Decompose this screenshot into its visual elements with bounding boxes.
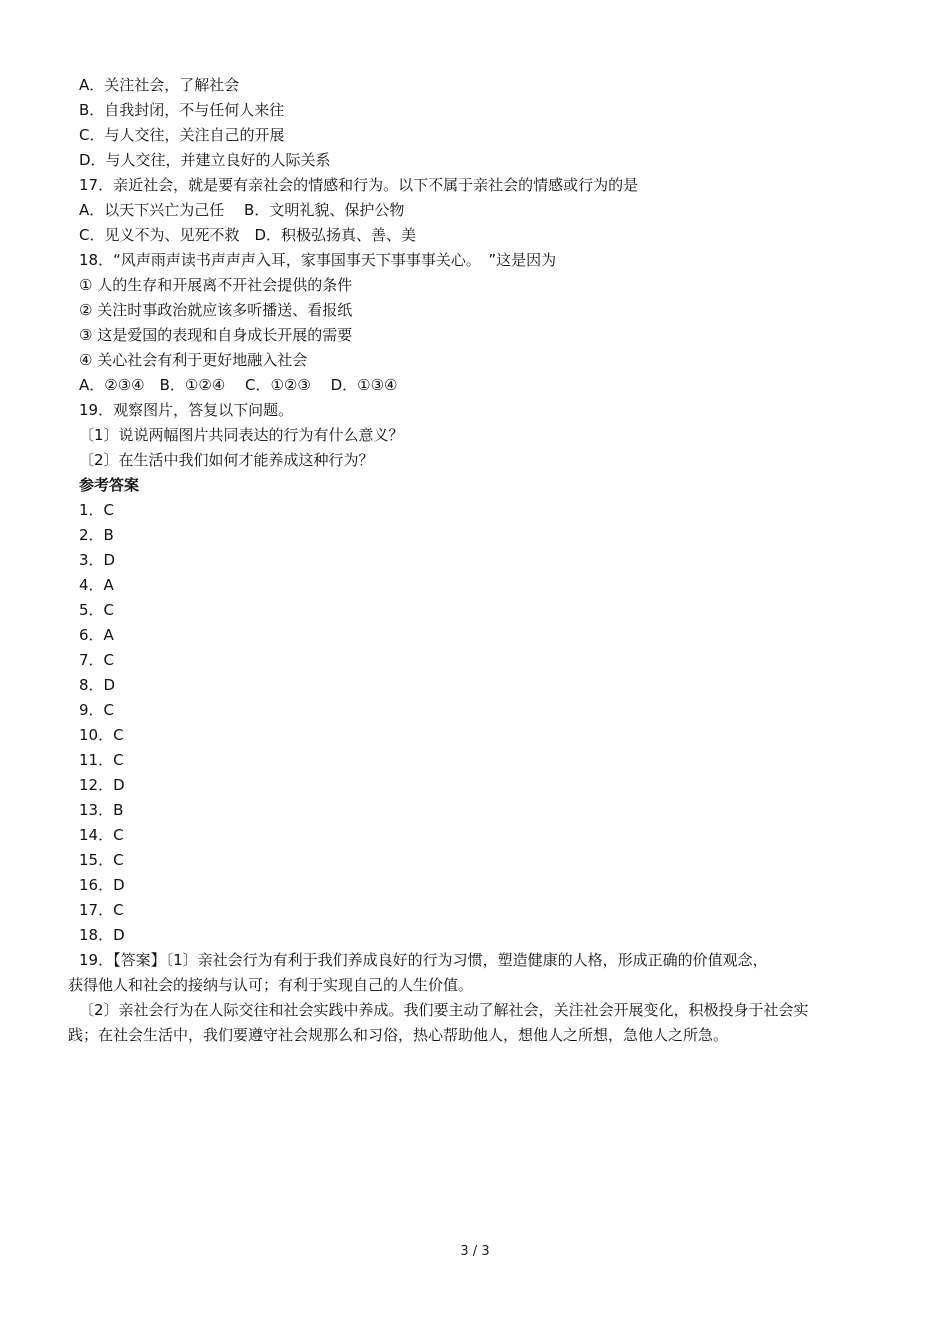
q19-answer-part1-line1: 19．【答案】〔1〕亲社会行为有利于我们养成良好的行为习惯，塑造健康的人格，形成正确的价值观念， [79,951,768,969]
answer-item: 12．D [79,776,125,794]
answer-item: 10．C [79,726,124,744]
answer-item: 16．D [79,876,125,894]
answer-item: 4．A [79,576,114,594]
answer-item: 15．C [79,851,124,869]
q19-answer-part2-line1: 〔2〕亲社会行为在人际交往和社会实践中养成。我们要主动了解社会，关注社会开展变化，积极投身于社会实 [79,1001,809,1019]
q16-option-d: D．与人交往，并建立良好的人际关系 [79,151,331,169]
q17-options-cd: C．见义不为、见死不救 D．积极弘扬真、善、美 [79,226,417,244]
q18-statement-1: ① 人的生存和开展离不开社会提供的条件 [79,276,353,294]
q19-stem: 19．观察图片，答复以下问题。 [79,401,294,419]
q16-option-b: B．自我封闭，不与任何人来往 [79,101,285,119]
answer-item: 3．D [79,551,116,569]
answer-item: 6．A [79,626,114,644]
answer-item: 2．B [79,526,114,544]
q19-part-2: 〔2〕在生活中我们如何才能养成这种行为？ [79,451,374,469]
answer-item: 14．C [79,826,124,844]
answer-item: 5．C [79,601,115,619]
answer-item: 8．D [79,676,116,694]
answer-item: 18．D [79,926,125,944]
answer-item: 1．C [79,501,115,519]
q17-options-ab: A．以天下兴亡为己任 B．文明礼貌、保护公物 [79,201,405,219]
q18-options: A．②③④ B．①②④ C．①②③ D．①③④ [79,376,398,394]
document-body [79,73,889,948]
answer-item: 11．C [79,751,124,769]
q18-statement-4: ④ 关心社会有利于更好地融入社会 [79,351,308,369]
q18-statement-2: ② 关注时事政治就应该多听播送、看报纸 [79,301,353,319]
q18-stem: 18．“风声雨声读书声声声入耳，家事国事天下事事事关心。 ”这是因为 [79,251,557,269]
answer-item: 17．C [79,901,124,919]
page-number: 3 / 3 [460,1244,490,1259]
q19-answer-part1-line2: 获得他人和社会的接纳与认可；有利于实现自己的人生价值。 [68,976,474,994]
q18-statement-3: ③ 这是爱国的表现和自身成长开展的需要 [79,326,353,344]
q19-answer-part2-line2: 践；在社会生活中，我们要遵守社会规那么和习俗，热心帮助他人，想他人之所想，急他人之所急。 [68,1026,729,1044]
answer-item: 7．C [79,651,115,669]
q19-answer-part2 [68,998,888,1048]
q19-answer-part1 [68,948,888,998]
answer-item: 13．B [79,801,124,819]
q16-option-c: C．与人交往，关注自己的开展 [79,126,285,144]
q17-stem: 17．亲近社会，就是要有亲社会的情感和行为。以下不属于亲社会的情感或行为的是 [79,176,639,194]
answer-item: 9．C [79,701,115,719]
q19-part-1: 〔1〕说说两幅图片共同表达的行为有什么意义？ [79,426,404,444]
answers-heading: 参考答案 [79,476,140,494]
q16-option-a: A．关注社会，了解社会 [79,76,240,94]
